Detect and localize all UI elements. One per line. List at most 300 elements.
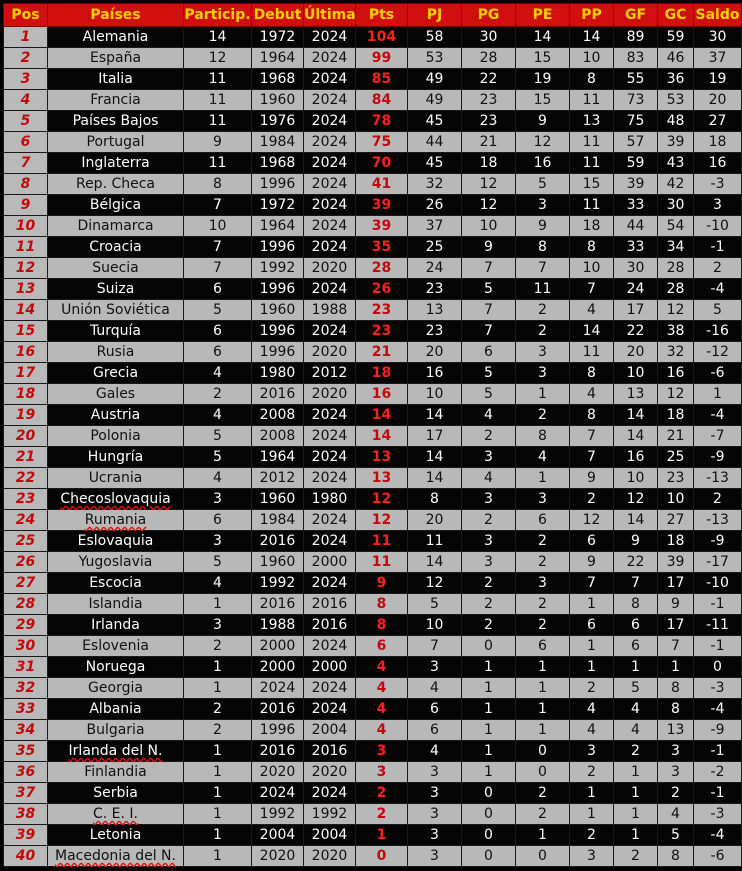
last-cell: 2024 bbox=[304, 510, 356, 531]
drawn-cell: 2 bbox=[516, 594, 570, 615]
goals-against-cell: 7 bbox=[658, 636, 694, 657]
goal-diff-cell: 19 bbox=[694, 69, 742, 90]
points-cell: 13 bbox=[356, 447, 408, 468]
header-gc: GC bbox=[658, 4, 694, 27]
drawn-cell: 8 bbox=[516, 426, 570, 447]
played-cell: 11 bbox=[408, 531, 462, 552]
lost-cell: 4 bbox=[570, 699, 614, 720]
played-cell: 17 bbox=[408, 426, 462, 447]
won-cell: 28 bbox=[462, 48, 516, 69]
last-cell: 2020 bbox=[304, 762, 356, 783]
last-cell: 2020 bbox=[304, 258, 356, 279]
pos-cell: 29 bbox=[4, 615, 48, 636]
goal-diff-cell: 0 bbox=[694, 657, 742, 678]
drawn-cell: 16 bbox=[516, 153, 570, 174]
debut-cell: 2016 bbox=[252, 699, 304, 720]
table-row bbox=[4, 636, 742, 657]
won-cell: 2 bbox=[462, 510, 516, 531]
played-cell: 26 bbox=[408, 195, 462, 216]
goals-against-cell: 10 bbox=[658, 489, 694, 510]
goals-for-cell: 1 bbox=[614, 762, 658, 783]
goals-for-cell: 9 bbox=[614, 531, 658, 552]
debut-cell: 1968 bbox=[252, 153, 304, 174]
points-cell: 12 bbox=[356, 510, 408, 531]
participations-cell: 4 bbox=[184, 573, 252, 594]
goal-diff-cell: 27 bbox=[694, 111, 742, 132]
goal-diff-cell: -4 bbox=[694, 405, 742, 426]
debut-cell: 1980 bbox=[252, 363, 304, 384]
won-cell: 7 bbox=[462, 258, 516, 279]
debut-cell: 1972 bbox=[252, 27, 304, 48]
participations-cell: 1 bbox=[184, 846, 252, 867]
goal-diff-cell: -9 bbox=[694, 720, 742, 741]
participations-cell: 5 bbox=[184, 300, 252, 321]
goals-for-cell: 1 bbox=[614, 783, 658, 804]
debut-cell: 1984 bbox=[252, 132, 304, 153]
country-cell: Noruega bbox=[48, 657, 184, 678]
country-cell: Turquía bbox=[48, 321, 184, 342]
goal-diff-cell: 20 bbox=[694, 90, 742, 111]
pos-cell: 11 bbox=[4, 237, 48, 258]
table-row bbox=[4, 510, 742, 531]
country-cell: Portugal bbox=[48, 132, 184, 153]
drawn-cell: 1 bbox=[516, 678, 570, 699]
points-cell: 104 bbox=[356, 27, 408, 48]
goals-for-cell: 33 bbox=[614, 237, 658, 258]
country-cell: Alemania bbox=[48, 27, 184, 48]
pos-cell: 10 bbox=[4, 216, 48, 237]
lost-cell: 3 bbox=[570, 741, 614, 762]
participations-cell: 2 bbox=[184, 699, 252, 720]
drawn-cell: 2 bbox=[516, 531, 570, 552]
won-cell: 4 bbox=[462, 405, 516, 426]
won-cell: 0 bbox=[462, 825, 516, 846]
participations-cell: 7 bbox=[184, 237, 252, 258]
goals-for-cell: 10 bbox=[614, 363, 658, 384]
goal-diff-cell: -12 bbox=[694, 342, 742, 363]
pos-cell: 35 bbox=[4, 741, 48, 762]
debut-cell: 1992 bbox=[252, 804, 304, 825]
debut-cell: 1996 bbox=[252, 321, 304, 342]
goals-against-cell: 32 bbox=[658, 342, 694, 363]
goal-diff-cell: -6 bbox=[694, 363, 742, 384]
last-cell: 2024 bbox=[304, 573, 356, 594]
lost-cell: 3 bbox=[570, 846, 614, 867]
goal-diff-cell: 30 bbox=[694, 27, 742, 48]
points-cell: 35 bbox=[356, 237, 408, 258]
won-cell: 0 bbox=[462, 846, 516, 867]
last-cell: 1988 bbox=[304, 300, 356, 321]
goals-for-cell: 75 bbox=[614, 111, 658, 132]
goals-against-cell: 13 bbox=[658, 720, 694, 741]
table-row bbox=[4, 426, 742, 447]
table-row bbox=[4, 489, 742, 510]
points-cell: 41 bbox=[356, 174, 408, 195]
last-cell: 2024 bbox=[304, 153, 356, 174]
goal-diff-cell: -1 bbox=[694, 237, 742, 258]
pos-cell: 27 bbox=[4, 573, 48, 594]
header-paises: Países bbox=[48, 4, 184, 27]
lost-cell: 7 bbox=[570, 573, 614, 594]
points-cell: 4 bbox=[356, 678, 408, 699]
country-cell: Yugoslavia bbox=[48, 552, 184, 573]
points-cell: 3 bbox=[356, 762, 408, 783]
table-row bbox=[4, 447, 742, 468]
played-cell: 16 bbox=[408, 363, 462, 384]
country-name: Irlanda del N. bbox=[68, 743, 163, 759]
lost-cell: 9 bbox=[570, 552, 614, 573]
goal-diff-cell: 2 bbox=[694, 489, 742, 510]
goal-diff-cell: -10 bbox=[694, 573, 742, 594]
won-cell: 1 bbox=[462, 720, 516, 741]
played-cell: 4 bbox=[408, 741, 462, 762]
goal-diff-cell: -3 bbox=[694, 678, 742, 699]
pos-cell: 19 bbox=[4, 405, 48, 426]
table-row bbox=[4, 195, 742, 216]
table-row bbox=[4, 804, 742, 825]
last-cell: 2024 bbox=[304, 783, 356, 804]
drawn-cell: 7 bbox=[516, 258, 570, 279]
participations-cell: 9 bbox=[184, 132, 252, 153]
pos-cell: 37 bbox=[4, 783, 48, 804]
goals-for-cell: 30 bbox=[614, 258, 658, 279]
last-cell: 2024 bbox=[304, 636, 356, 657]
debut-cell: 1976 bbox=[252, 111, 304, 132]
won-cell: 10 bbox=[462, 216, 516, 237]
goals-against-cell: 9 bbox=[658, 594, 694, 615]
goals-against-cell: 25 bbox=[658, 447, 694, 468]
country-cell: Suecia bbox=[48, 258, 184, 279]
goals-for-cell: 13 bbox=[614, 384, 658, 405]
drawn-cell: 0 bbox=[516, 741, 570, 762]
points-cell: 8 bbox=[356, 615, 408, 636]
country-cell: Georgia bbox=[48, 678, 184, 699]
lost-cell: 8 bbox=[570, 405, 614, 426]
won-cell: 22 bbox=[462, 69, 516, 90]
goals-for-cell: 12 bbox=[614, 489, 658, 510]
goal-diff-cell: -17 bbox=[694, 552, 742, 573]
goals-for-cell: 33 bbox=[614, 195, 658, 216]
debut-cell: 1996 bbox=[252, 720, 304, 741]
won-cell: 0 bbox=[462, 783, 516, 804]
participations-cell: 1 bbox=[184, 762, 252, 783]
debut-cell: 1960 bbox=[252, 489, 304, 510]
won-cell: 7 bbox=[462, 300, 516, 321]
goals-for-cell: 6 bbox=[614, 636, 658, 657]
played-cell: 32 bbox=[408, 174, 462, 195]
table-row bbox=[4, 573, 742, 594]
table-row bbox=[4, 678, 742, 699]
drawn-cell: 2 bbox=[516, 552, 570, 573]
played-cell: 13 bbox=[408, 300, 462, 321]
won-cell: 1 bbox=[462, 657, 516, 678]
pos-cell: 16 bbox=[4, 342, 48, 363]
won-cell: 2 bbox=[462, 615, 516, 636]
goals-against-cell: 8 bbox=[658, 699, 694, 720]
participations-cell: 4 bbox=[184, 405, 252, 426]
won-cell: 0 bbox=[462, 636, 516, 657]
participations-cell: 2 bbox=[184, 384, 252, 405]
won-cell: 6 bbox=[462, 342, 516, 363]
country-cell: Serbia bbox=[48, 783, 184, 804]
last-cell: 2024 bbox=[304, 27, 356, 48]
played-cell: 12 bbox=[408, 573, 462, 594]
drawn-cell: 2 bbox=[516, 804, 570, 825]
country-cell: Italia bbox=[48, 69, 184, 90]
lost-cell: 11 bbox=[570, 90, 614, 111]
debut-cell: 1960 bbox=[252, 90, 304, 111]
played-cell: 49 bbox=[408, 90, 462, 111]
participations-cell: 5 bbox=[184, 426, 252, 447]
last-cell: 2024 bbox=[304, 90, 356, 111]
country-cell bbox=[48, 489, 184, 510]
goal-diff-cell: -10 bbox=[694, 216, 742, 237]
goals-for-cell: 20 bbox=[614, 342, 658, 363]
participations-cell: 1 bbox=[184, 825, 252, 846]
header-saldo: Saldo bbox=[694, 4, 742, 27]
pos-cell: 39 bbox=[4, 825, 48, 846]
points-cell: 2 bbox=[356, 783, 408, 804]
last-cell: 2000 bbox=[304, 552, 356, 573]
table-row bbox=[4, 846, 742, 867]
goal-diff-cell: -1 bbox=[694, 636, 742, 657]
participations-cell: 4 bbox=[184, 363, 252, 384]
last-cell: 2024 bbox=[304, 531, 356, 552]
country-cell: Escocia bbox=[48, 573, 184, 594]
goals-against-cell: 39 bbox=[658, 132, 694, 153]
pos-cell: 34 bbox=[4, 720, 48, 741]
lost-cell: 1 bbox=[570, 636, 614, 657]
header-particip: Particip. bbox=[184, 4, 252, 27]
participations-cell: 1 bbox=[184, 783, 252, 804]
country-cell: Albania bbox=[48, 699, 184, 720]
goal-diff-cell: 3 bbox=[694, 195, 742, 216]
points-cell: 14 bbox=[356, 426, 408, 447]
lost-cell: 8 bbox=[570, 363, 614, 384]
country-cell: Polonia bbox=[48, 426, 184, 447]
participations-cell: 3 bbox=[184, 615, 252, 636]
lost-cell: 1 bbox=[570, 783, 614, 804]
points-cell: 0 bbox=[356, 846, 408, 867]
won-cell: 1 bbox=[462, 741, 516, 762]
table-row bbox=[4, 468, 742, 489]
debut-cell: 2024 bbox=[252, 783, 304, 804]
drawn-cell: 1 bbox=[516, 384, 570, 405]
participations-cell: 14 bbox=[184, 27, 252, 48]
won-cell: 5 bbox=[462, 363, 516, 384]
table-row bbox=[4, 174, 742, 195]
won-cell: 5 bbox=[462, 279, 516, 300]
table-row bbox=[4, 741, 742, 762]
table-row bbox=[4, 237, 742, 258]
lost-cell: 1 bbox=[570, 594, 614, 615]
pos-cell: 1 bbox=[4, 27, 48, 48]
won-cell: 2 bbox=[462, 594, 516, 615]
won-cell: 7 bbox=[462, 321, 516, 342]
goal-diff-cell: -9 bbox=[694, 447, 742, 468]
drawn-cell: 3 bbox=[516, 489, 570, 510]
points-cell: 14 bbox=[356, 405, 408, 426]
pos-cell: 20 bbox=[4, 426, 48, 447]
pos-cell: 25 bbox=[4, 531, 48, 552]
goal-diff-cell: 37 bbox=[694, 48, 742, 69]
lost-cell: 7 bbox=[570, 426, 614, 447]
won-cell: 3 bbox=[462, 447, 516, 468]
drawn-cell: 2 bbox=[516, 783, 570, 804]
goals-against-cell: 36 bbox=[658, 69, 694, 90]
lost-cell: 2 bbox=[570, 762, 614, 783]
played-cell: 10 bbox=[408, 384, 462, 405]
country-cell bbox=[48, 804, 184, 825]
goals-against-cell: 28 bbox=[658, 258, 694, 279]
won-cell: 23 bbox=[462, 90, 516, 111]
goals-against-cell: 2 bbox=[658, 783, 694, 804]
lost-cell: 4 bbox=[570, 384, 614, 405]
points-cell: 23 bbox=[356, 321, 408, 342]
participations-cell: 5 bbox=[184, 447, 252, 468]
debut-cell: 2024 bbox=[252, 678, 304, 699]
participations-cell: 1 bbox=[184, 741, 252, 762]
country-cell: Irlanda bbox=[48, 615, 184, 636]
last-cell: 1980 bbox=[304, 489, 356, 510]
points-cell: 1 bbox=[356, 825, 408, 846]
played-cell: 23 bbox=[408, 321, 462, 342]
lost-cell: 4 bbox=[570, 720, 614, 741]
header-pp: PP bbox=[570, 4, 614, 27]
participations-cell: 11 bbox=[184, 153, 252, 174]
country-cell: Bulgaria bbox=[48, 720, 184, 741]
last-cell: 2024 bbox=[304, 195, 356, 216]
last-cell: 2020 bbox=[304, 342, 356, 363]
lost-cell: 7 bbox=[570, 279, 614, 300]
last-cell: 2024 bbox=[304, 426, 356, 447]
table-row bbox=[4, 258, 742, 279]
country-cell bbox=[48, 510, 184, 531]
header-debut: Debut bbox=[252, 4, 304, 27]
debut-cell: 1996 bbox=[252, 237, 304, 258]
drawn-cell: 3 bbox=[516, 342, 570, 363]
last-cell: 2024 bbox=[304, 132, 356, 153]
goals-for-cell: 44 bbox=[614, 216, 658, 237]
goals-for-cell: 1 bbox=[614, 804, 658, 825]
points-cell: 8 bbox=[356, 594, 408, 615]
last-cell: 2024 bbox=[304, 447, 356, 468]
won-cell: 1 bbox=[462, 678, 516, 699]
goals-for-cell: 39 bbox=[614, 174, 658, 195]
debut-cell: 2020 bbox=[252, 846, 304, 867]
goals-for-cell: 2 bbox=[614, 846, 658, 867]
table-row bbox=[4, 111, 742, 132]
lost-cell: 8 bbox=[570, 69, 614, 90]
goals-for-cell: 14 bbox=[614, 510, 658, 531]
goal-diff-cell: -1 bbox=[694, 741, 742, 762]
country-cell: Islandia bbox=[48, 594, 184, 615]
played-cell: 4 bbox=[408, 678, 462, 699]
debut-cell: 1992 bbox=[252, 258, 304, 279]
goals-against-cell: 27 bbox=[658, 510, 694, 531]
standings-table bbox=[3, 3, 742, 867]
participations-cell: 2 bbox=[184, 636, 252, 657]
lost-cell: 8 bbox=[570, 237, 614, 258]
points-cell: 4 bbox=[356, 657, 408, 678]
goal-diff-cell: -9 bbox=[694, 531, 742, 552]
goals-for-cell: 22 bbox=[614, 552, 658, 573]
debut-cell: 2000 bbox=[252, 657, 304, 678]
pos-cell: 9 bbox=[4, 195, 48, 216]
goals-against-cell: 54 bbox=[658, 216, 694, 237]
goals-for-cell: 83 bbox=[614, 48, 658, 69]
pos-cell: 40 bbox=[4, 846, 48, 867]
goals-against-cell: 48 bbox=[658, 111, 694, 132]
goal-diff-cell: -4 bbox=[694, 699, 742, 720]
participations-cell: 11 bbox=[184, 69, 252, 90]
played-cell: 14 bbox=[408, 552, 462, 573]
played-cell: 53 bbox=[408, 48, 462, 69]
pos-cell: 33 bbox=[4, 699, 48, 720]
goals-against-cell: 23 bbox=[658, 468, 694, 489]
country-name: Macedonia del N. bbox=[55, 848, 176, 864]
participations-cell: 1 bbox=[184, 804, 252, 825]
goals-for-cell: 4 bbox=[614, 699, 658, 720]
pos-cell: 36 bbox=[4, 762, 48, 783]
goal-diff-cell: -4 bbox=[694, 825, 742, 846]
table-row bbox=[4, 783, 742, 804]
drawn-cell: 19 bbox=[516, 69, 570, 90]
won-cell: 12 bbox=[462, 174, 516, 195]
points-cell: 11 bbox=[356, 552, 408, 573]
played-cell: 20 bbox=[408, 342, 462, 363]
played-cell: 25 bbox=[408, 237, 462, 258]
country-cell: Países Bajos bbox=[48, 111, 184, 132]
table-row bbox=[4, 405, 742, 426]
table-row bbox=[4, 153, 742, 174]
goals-against-cell: 8 bbox=[658, 678, 694, 699]
goals-for-cell: 57 bbox=[614, 132, 658, 153]
table-row bbox=[4, 27, 742, 48]
points-cell: 3 bbox=[356, 741, 408, 762]
drawn-cell: 14 bbox=[516, 27, 570, 48]
goals-against-cell: 59 bbox=[658, 27, 694, 48]
lost-cell: 6 bbox=[570, 615, 614, 636]
played-cell: 20 bbox=[408, 510, 462, 531]
pos-cell: 28 bbox=[4, 594, 48, 615]
lost-cell: 2 bbox=[570, 678, 614, 699]
country-cell: Rep. Checa bbox=[48, 174, 184, 195]
debut-cell: 1988 bbox=[252, 615, 304, 636]
pos-cell: 23 bbox=[4, 489, 48, 510]
participations-cell: 1 bbox=[184, 657, 252, 678]
drawn-cell: 2 bbox=[516, 300, 570, 321]
played-cell: 14 bbox=[408, 468, 462, 489]
country-cell: Francia bbox=[48, 90, 184, 111]
debut-cell: 2016 bbox=[252, 384, 304, 405]
won-cell: 3 bbox=[462, 489, 516, 510]
country-cell: Austria bbox=[48, 405, 184, 426]
drawn-cell: 1 bbox=[516, 720, 570, 741]
table-row bbox=[4, 657, 742, 678]
drawn-cell: 0 bbox=[516, 762, 570, 783]
goals-against-cell: 12 bbox=[658, 384, 694, 405]
played-cell: 6 bbox=[408, 720, 462, 741]
participations-cell: 6 bbox=[184, 342, 252, 363]
played-cell: 45 bbox=[408, 111, 462, 132]
played-cell: 3 bbox=[408, 804, 462, 825]
won-cell: 23 bbox=[462, 111, 516, 132]
lost-cell: 14 bbox=[570, 321, 614, 342]
table-row bbox=[4, 384, 742, 405]
played-cell: 5 bbox=[408, 594, 462, 615]
lost-cell: 11 bbox=[570, 153, 614, 174]
